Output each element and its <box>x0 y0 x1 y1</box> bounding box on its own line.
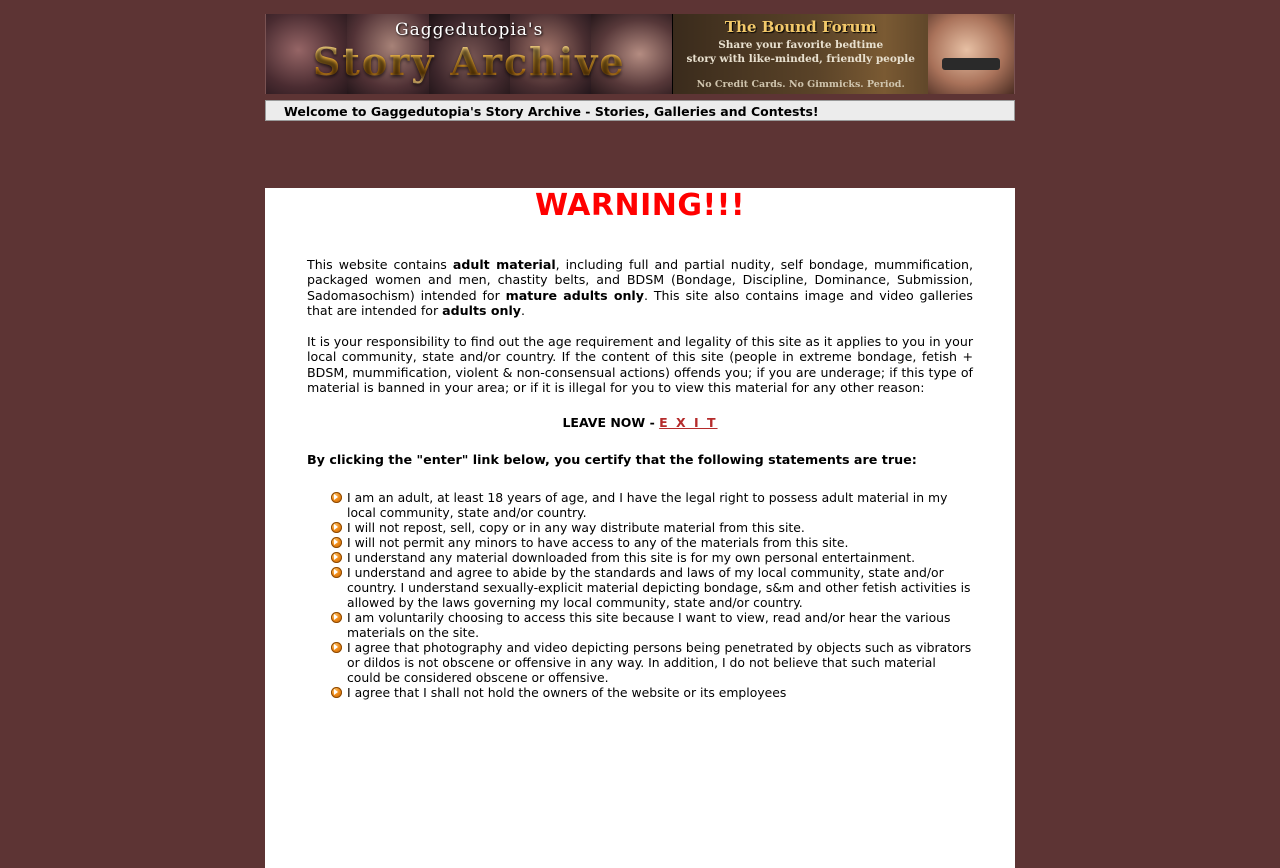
statement-text: I understand and agree to abide by the standards and laws of my local community, state and/or country. I understand sexually-explicit material depicting bondage, s&m and other fetish activities is allowed by the laws governing my local community, state and/or country. <box>347 564 971 610</box>
ad-photo <box>928 14 1014 94</box>
list-item <box>333 685 973 700</box>
arrow-bullet-icon <box>331 492 342 503</box>
page-title: WARNING!!! <box>534 188 746 223</box>
list-item <box>333 520 973 535</box>
adult-material-paragraph <box>307 257 973 318</box>
list-item <box>333 490 973 520</box>
p1-part-a: This website contains <box>307 257 453 272</box>
welcome-bar-wrapper <box>265 94 1015 126</box>
banner-photo-5 <box>591 14 672 94</box>
arrow-bullet-icon <box>331 687 342 698</box>
list-item <box>333 640 973 685</box>
logo-line-1: Gaggedutopia's <box>395 20 544 40</box>
statement-text: I agree that photography and video depicting persons being penetrated by objects such as vibrators or dildos is not obscene or offensive in any way. In addition, I do not believe that such material could be considered obscene or offensive. <box>347 639 972 685</box>
leave-now-line <box>307 415 973 430</box>
arrow-bullet-icon <box>331 552 342 563</box>
p1-bold-adults-only: adults only <box>442 302 521 318</box>
exit-link[interactable]: E X I T <box>659 415 718 431</box>
p1-bold-mature-adults: mature adults only <box>505 287 644 303</box>
list-item <box>333 550 973 565</box>
statement-text: I am voluntarily choosing to access this site because I want to view, read and/or hear the various materials on the site. <box>347 609 951 640</box>
ad-footer: No Credit Cards. No Gimmicks. Period. <box>696 79 905 90</box>
ad-title: The Bound Forum <box>724 18 877 36</box>
site-logo[interactable] <box>266 14 672 94</box>
welcome-message: Welcome to Gaggedutopia's Story Archive - Stories, Galleries and Contests! <box>265 100 1015 121</box>
ad-line-2: story with like-minded, friendly people <box>686 53 915 65</box>
arrow-bullet-icon <box>331 522 342 533</box>
page-container <box>265 14 1015 868</box>
responsibility-paragraph: It is your responsibility to find out the age requirement and legality of this site as it applies to you in your local community, state and/or country. If the content of this site (people in extreme bondage, fetish + BDSM, mummification, violent & non-consensual actions) offends you; if you are underage; if this type of material is banned in your area; or if it is illegal for you to view this material for any other reason: <box>307 334 973 396</box>
main-content <box>265 188 1015 868</box>
certify-statement: By clicking the "enter" link below, you certify that the following statements are true: <box>307 452 917 468</box>
site-banner <box>265 14 1015 94</box>
statements-list <box>307 490 973 700</box>
statement-text: I am an adult, at least 18 years of age, and I have the legal right to possess adult material in my local community, state and/or country. <box>347 489 948 520</box>
leave-now-label: LEAVE NOW - <box>562 415 660 431</box>
arrow-bullet-icon <box>331 537 342 548</box>
ad-copy <box>673 18 928 66</box>
p1-bold-adult-material: adult material <box>452 257 556 272</box>
banner-photo-3 <box>429 14 510 94</box>
statement-text: I will not permit any minors to have access to any of the materials from this site. <box>347 534 849 550</box>
arrow-bullet-icon <box>331 567 342 578</box>
p1-part-c: , including full and partial nudity, self bondage, mummification, packaged women and men, chastity belts, and BDSM (Bondage, Discipline, Dominance, Submission, Sadomasochism) intended for <box>307 257 974 303</box>
statement-text: I agree that I shall not hold the owners of the website or its employees <box>347 684 787 700</box>
arrow-bullet-icon <box>331 642 342 653</box>
arrow-bullet-icon <box>331 612 342 623</box>
ad-banner-bound-forum[interactable] <box>672 14 1014 94</box>
list-item <box>333 535 973 550</box>
banner-photo-2 <box>347 14 428 94</box>
banner-photo-1 <box>266 14 347 94</box>
ad-line-1: Share your favorite bedtime <box>718 39 884 51</box>
p1-part-g: . <box>521 302 526 318</box>
statement-text: I will not repost, sell, copy or in any way distribute material from this site. <box>347 519 805 535</box>
logo-photo-strip <box>266 14 672 94</box>
list-item <box>333 610 973 640</box>
p1-part-e: . This site also contains image and video galleries that are intended for <box>307 287 973 318</box>
banner-photo-4 <box>510 14 591 94</box>
statement-text: I understand any material downloaded from this site is for my own personal entertainment. <box>347 549 916 565</box>
list-item <box>333 565 973 610</box>
